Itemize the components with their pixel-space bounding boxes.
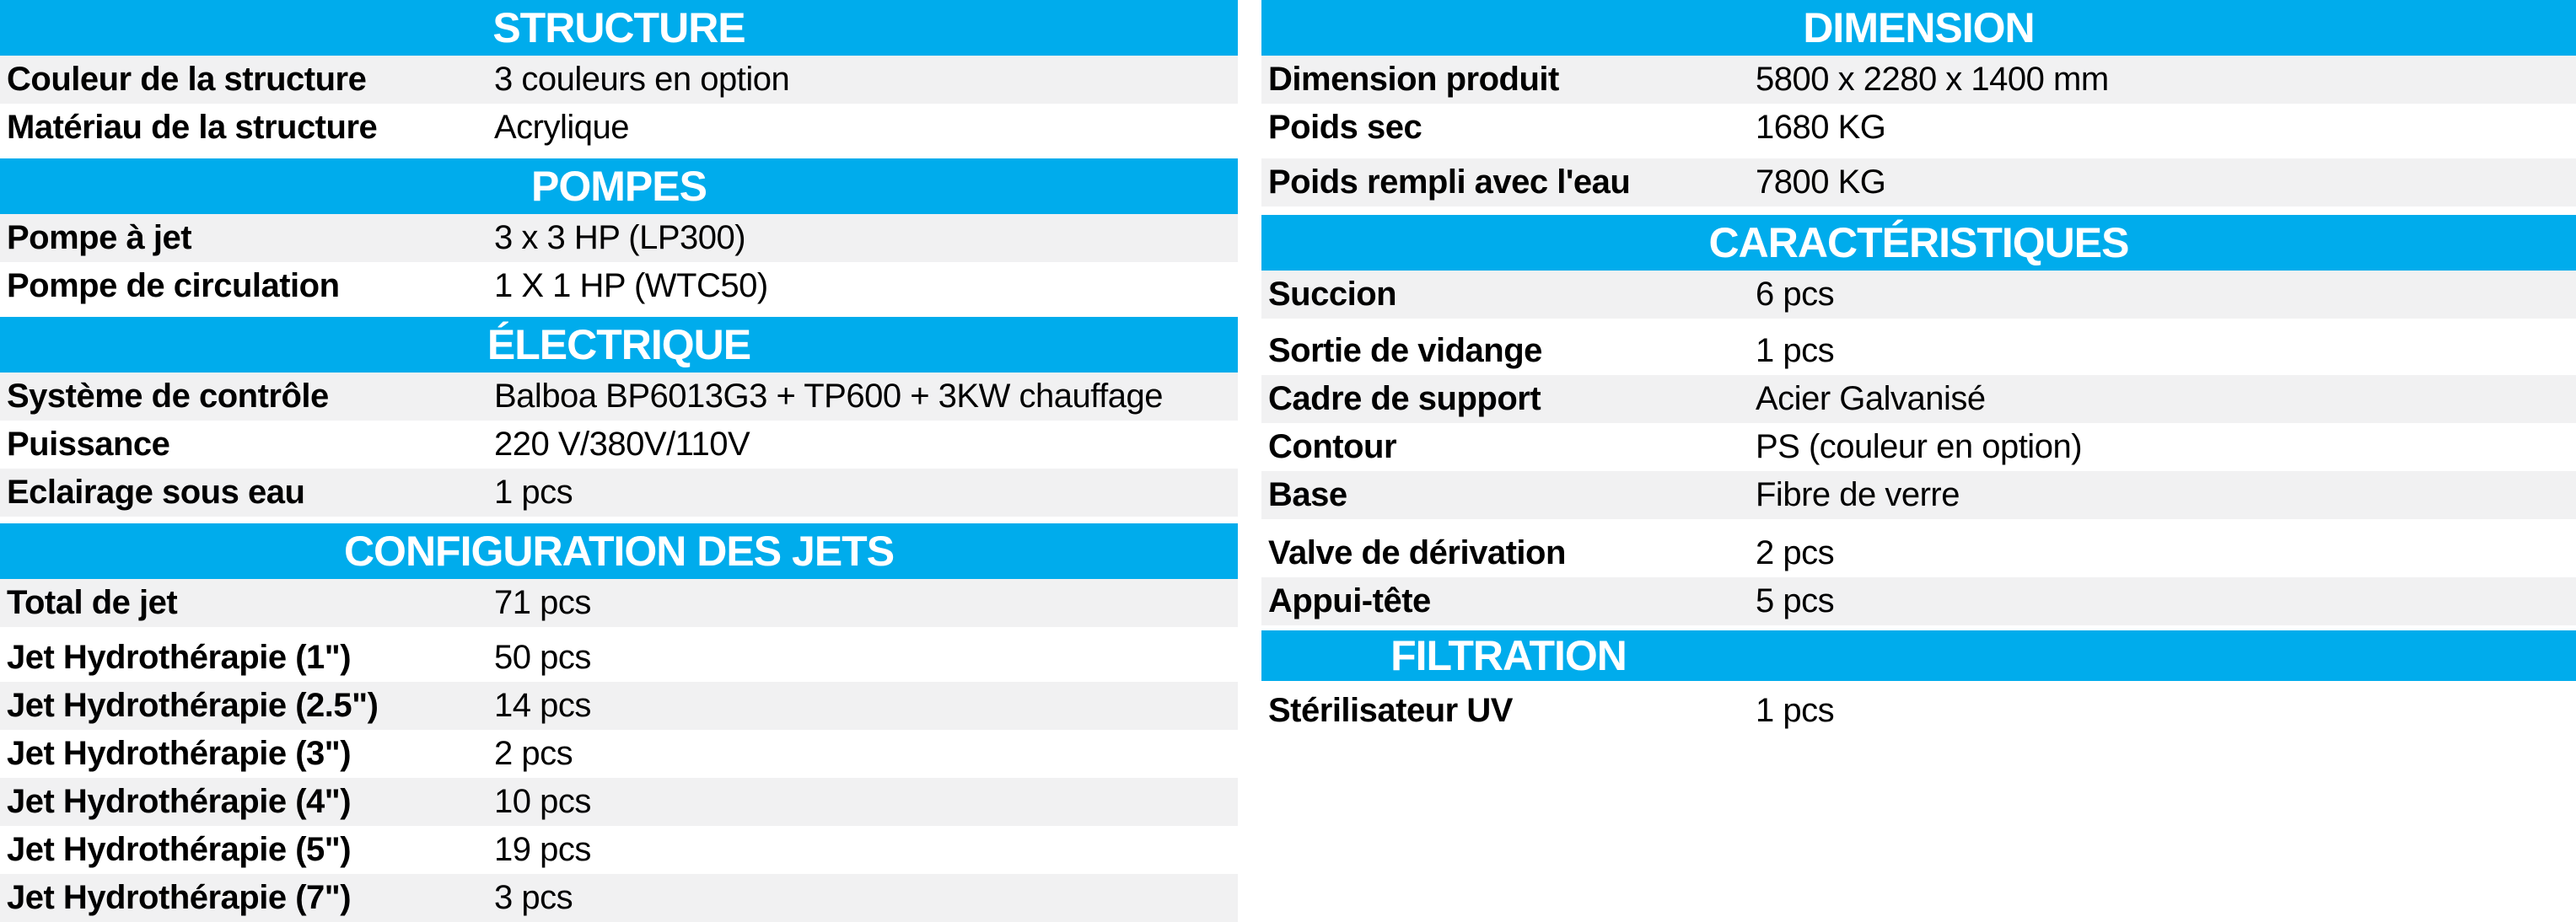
- row-label: Pompe à jet: [7, 219, 192, 256]
- row-value: 19 pcs: [494, 831, 591, 868]
- row-label: Jet Hydrothérapie (4"): [7, 783, 352, 820]
- row-value: 50 pcs: [494, 639, 591, 676]
- spec-row-succion: [1261, 271, 2576, 319]
- spec-row-jet-3: [0, 730, 1238, 778]
- section-header-structure: [0, 0, 1238, 56]
- section-title: DIMENSION: [1803, 4, 2035, 51]
- spec-row-jet-7: [0, 874, 1238, 922]
- row-value: 1 pcs: [494, 474, 573, 511]
- row-value: 71 pcs: [494, 584, 591, 621]
- section-header-pompes: [0, 158, 1238, 214]
- row-label: Poids sec: [1268, 109, 1422, 146]
- row-label: Jet Hydrothérapie (3"): [7, 735, 352, 772]
- row-value: 1 pcs: [1756, 692, 1835, 729]
- row-value: 3 pcs: [494, 879, 573, 916]
- row-label: Système de contrôle: [7, 378, 329, 415]
- row-value: 2 pcs: [1756, 534, 1835, 571]
- row-label: Sortie de vidange: [1268, 332, 1542, 369]
- spacer: [1261, 519, 2576, 529]
- spec-row-pompe-circulation: [0, 262, 1238, 310]
- spacer: [1261, 319, 2576, 327]
- spec-row-jet-1: [0, 634, 1238, 682]
- spec-row-couleur-structure: [0, 56, 1238, 104]
- row-value: 1 pcs: [1756, 332, 1835, 369]
- row-value: 14 pcs: [494, 687, 591, 724]
- spec-row-systeme-controle: [0, 373, 1238, 421]
- spacer: [0, 310, 1238, 317]
- row-label: Jet Hydrothérapie (2.5"): [7, 687, 379, 724]
- row-label: Base: [1268, 476, 1347, 513]
- spec-table-right: [1261, 0, 2576, 922]
- section-header-configuration-jets: [0, 523, 1238, 579]
- row-value: 6 pcs: [1756, 276, 1835, 313]
- row-label: Succion: [1268, 276, 1397, 313]
- row-value: 7800 KG: [1756, 163, 1886, 201]
- spacer: [1261, 206, 2576, 215]
- column-gap: [1238, 0, 1261, 922]
- row-value: 3 x 3 HP (LP300): [494, 219, 746, 256]
- spec-row-pompe-jet: [0, 214, 1238, 262]
- row-value: Fibre de verre: [1756, 476, 1960, 513]
- spec-row-poids-sec: [1261, 104, 2576, 152]
- spacer: [0, 627, 1238, 634]
- row-value: 1680 KG: [1756, 109, 1886, 146]
- spec-row-dimension-produit: [1261, 56, 2576, 104]
- row-value: 1 X 1 HP (WTC50): [494, 267, 768, 304]
- row-label: Jet Hydrothérapie (5"): [7, 831, 352, 868]
- row-label: Matériau de la structure: [7, 109, 378, 146]
- row-label: Appui-tête: [1268, 582, 1431, 619]
- spec-row-sortie-vidange: [1261, 327, 2576, 375]
- spec-table-left: [0, 0, 1238, 922]
- row-label: Jet Hydrothérapie (7"): [7, 879, 352, 916]
- spec-row-base: [1261, 471, 2576, 519]
- row-label: Stérilisateur UV: [1268, 692, 1513, 729]
- spec-row-eclairage: [0, 469, 1238, 517]
- row-label: Eclairage sous eau: [7, 474, 305, 511]
- section-title: POMPES: [531, 163, 707, 210]
- spacer: [0, 517, 1238, 523]
- spec-row-contour: [1261, 423, 2576, 471]
- row-value: 220 V/380V/110V: [494, 426, 750, 463]
- spacer: [1261, 152, 2576, 158]
- row-value: Acier Galvanisé: [1756, 380, 1986, 417]
- section-header-dimension: [1261, 0, 2576, 56]
- row-label: Pompe de circulation: [7, 267, 340, 304]
- row-value: 5 pcs: [1756, 582, 1835, 619]
- row-value: PS (couleur en option): [1756, 428, 2083, 465]
- spec-row-jet-2-5: [0, 682, 1238, 730]
- row-value: 10 pcs: [494, 783, 591, 820]
- spec-row-total-jet: [0, 579, 1238, 627]
- row-label: Valve de dérivation: [1268, 534, 1566, 571]
- row-value: Balboa BP6013G3 + TP600 + 3KW chauffage: [494, 378, 1163, 415]
- row-label: Cadre de support: [1268, 380, 1541, 417]
- section-header-caracteristiques: [1261, 215, 2576, 271]
- spec-row-poids-rempli: [1261, 158, 2576, 206]
- row-value: 2 pcs: [494, 735, 573, 772]
- spacer: [1261, 681, 2576, 687]
- row-label: Dimension produit: [1268, 61, 1559, 98]
- section-title: CARACTÉRISTIQUES: [1708, 219, 2129, 266]
- section-title: ÉLECTRIQUE: [487, 321, 751, 368]
- section-title: FILTRATION: [1390, 632, 1627, 679]
- section-title: CONFIGURATION DES JETS: [343, 528, 895, 575]
- row-value: Acrylique: [494, 109, 630, 146]
- row-label: Jet Hydrothérapie (1"): [7, 639, 352, 676]
- spec-row-materiau-structure: [0, 104, 1238, 152]
- section-header-electrique: [0, 317, 1238, 373]
- row-label: Poids rempli avec l'eau: [1268, 163, 1631, 201]
- spec-row-appui-tete: [1261, 577, 2576, 625]
- spec-row-valve-derivation: [1261, 529, 2576, 577]
- row-label: Total de jet: [7, 584, 178, 621]
- spec-row-cadre-support: [1261, 375, 2576, 423]
- section-title: STRUCTURE: [492, 4, 745, 51]
- row-value: 3 couleurs en option: [494, 61, 790, 98]
- row-label: Contour: [1268, 428, 1397, 465]
- spec-row-puissance: [0, 421, 1238, 469]
- row-value: 5800 x 2280 x 1400 mm: [1756, 61, 2109, 98]
- spec-row-sterilisateur-uv: [1261, 687, 2576, 735]
- row-label: Couleur de la structure: [7, 61, 367, 98]
- row-label: Puissance: [7, 426, 170, 463]
- spec-row-jet-4: [0, 778, 1238, 826]
- section-header-filtration: [1261, 630, 2576, 681]
- spacer: [0, 152, 1238, 158]
- spec-row-jet-5: [0, 826, 1238, 874]
